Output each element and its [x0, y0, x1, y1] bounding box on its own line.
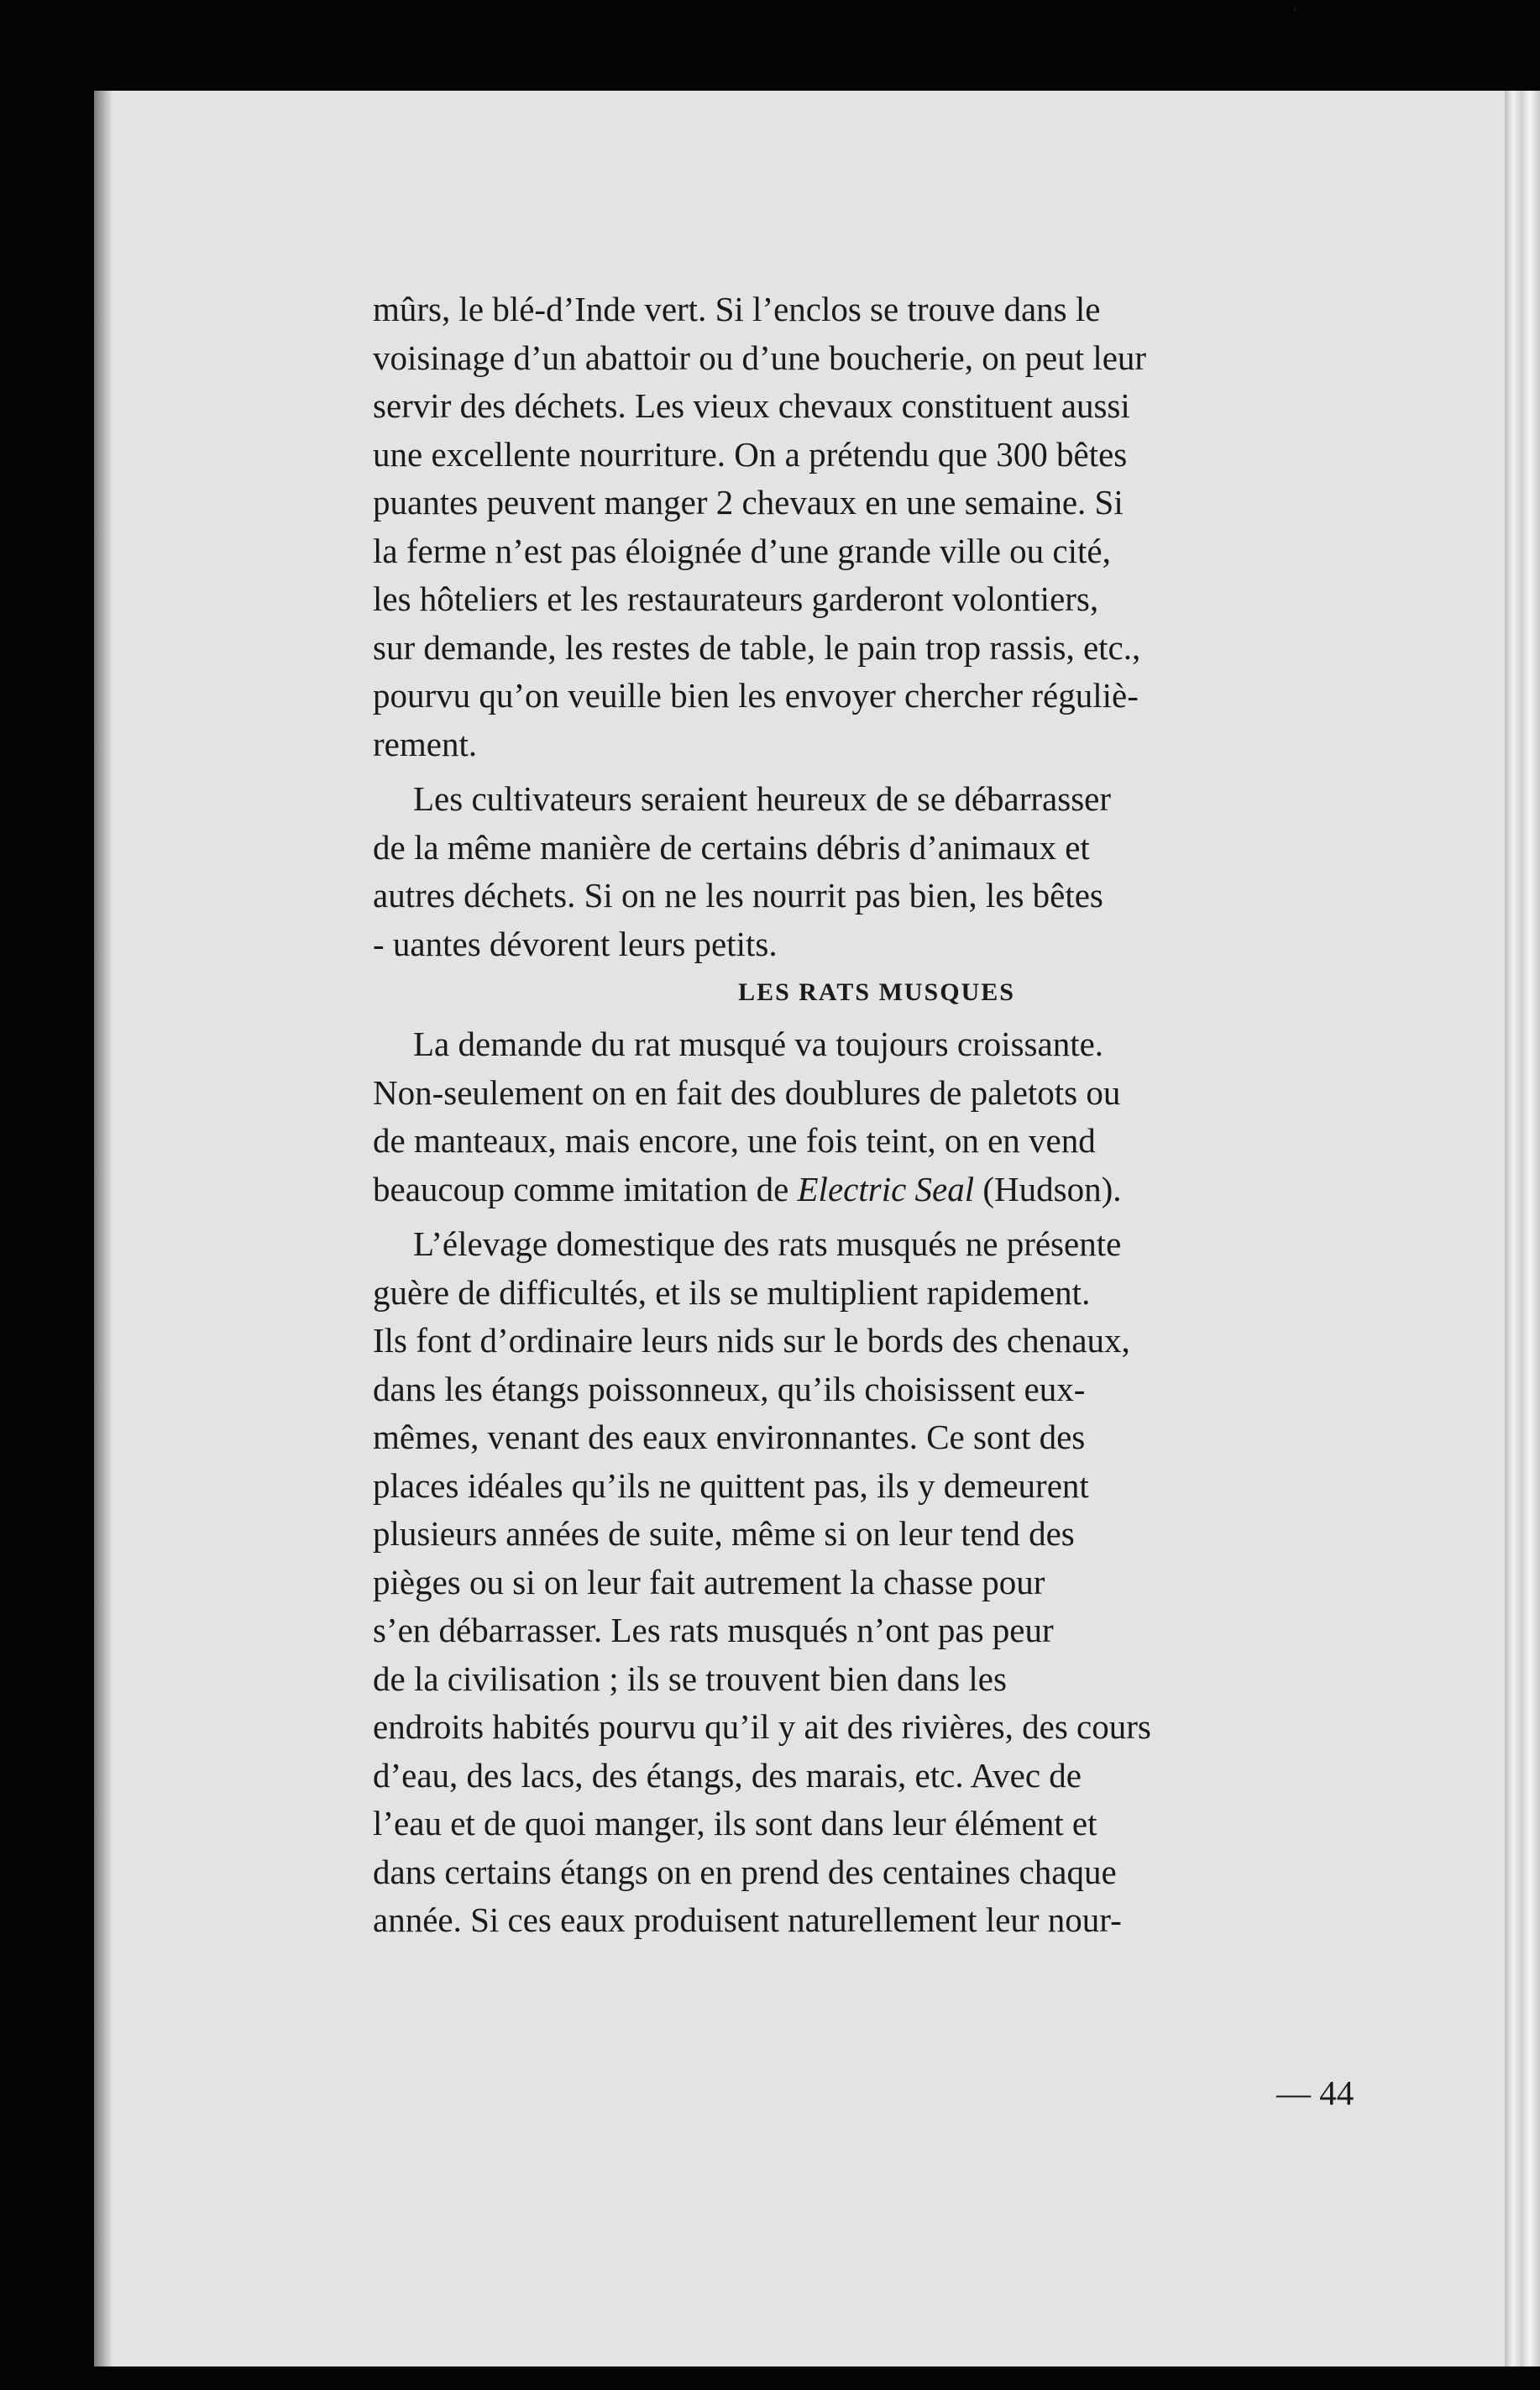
spine-shadow: [94, 91, 113, 2366]
text-line: les hôteliers et les restaurateurs garderont volontiers,: [373, 579, 1099, 618]
text-line: places idéales qu’ils ne quittent pas, ils y demeurent: [373, 1465, 1089, 1505]
text-line: de la civilisation ; ils se trouvent bien dans les: [373, 1659, 1007, 1698]
text-line: pourvu qu’on veuille bien les envoyer chercher réguliè-: [373, 676, 1139, 715]
text-line: mûrs, le blé-d’Inde vert. Si l’enclos se trouve dans le: [373, 290, 1101, 328]
paragraph: [373, 286, 1380, 768]
text-line: la ferme n’est pas éloignée d’une grande ville ou cité,: [373, 531, 1111, 570]
text-line-part: beaucoup comme imitation de: [373, 1169, 798, 1208]
dust-speck: [1293, 7, 1296, 12]
section-heading: LES RATS MUSQUES: [738, 978, 1015, 1006]
text-line: d’eau, des lacs, des étangs, des marais, etc. Avec de: [373, 1755, 1082, 1795]
text-line: année. Si ces eaux produisent naturellement leur nour-: [373, 1900, 1122, 1939]
paragraph: [373, 1020, 1380, 1213]
text-line: de manteaux, mais encore, une fois teint, on en vend: [373, 1121, 1096, 1160]
text-line: rement.: [373, 724, 478, 763]
page-number: — 44: [1276, 2073, 1354, 2112]
text-line: L’élevage domestique des rats musqués ne présente: [413, 1224, 1122, 1263]
text-line: servir des déchets. Les vieux chevaux constituent aussi: [373, 386, 1130, 425]
text-line: dans les étangs poissonneux, qu’ils choisissent eux-: [373, 1369, 1086, 1408]
text-line: l’eau et de quoi manger, ils sont dans leur élément et: [373, 1804, 1097, 1842]
text-line: de la même manière de certains débris d’animaux et: [373, 827, 1090, 867]
text-line: Les cultivateurs seraient heureux de se débarrasser: [413, 779, 1112, 818]
scan-border-top: [0, 0, 1540, 91]
text-line: puantes peuvent manger 2 chevaux en une semaine. Si: [373, 483, 1124, 522]
text-line: voisinage d’un abattoir ou d’une boucherie, on peut leur: [373, 338, 1147, 377]
italic-term: Electric Seal: [797, 1169, 975, 1208]
text-line: plusieurs années de suite, même si on leur tend des: [373, 1514, 1075, 1553]
text-line: s’en débarrasser. Les rats musqués n’ont pas peur: [373, 1611, 1054, 1649]
page-edge: [1505, 91, 1540, 2366]
text-line: pièges ou si on leur fait autrement la chasse pour: [373, 1562, 1045, 1601]
paragraph: [373, 1220, 1380, 1945]
text-line: - uantes dévorent leurs petits.: [373, 924, 778, 963]
text-line: Ils font d’ordinaire leurs nids sur le bords des chenaux,: [373, 1321, 1130, 1360]
text-line-part: (Hudson).: [974, 1169, 1122, 1208]
text-line: autres déchets. Si on ne les nourrit pas bien, les bêtes: [373, 876, 1103, 915]
text-line: une excellente nourriture. On a prétendu que 300 bêtes: [373, 434, 1128, 474]
text-line: guère de difficultés, et ils se multiplient rapidement.: [373, 1272, 1091, 1312]
text-line: mêmes, venant des eaux environnantes. Ce sont des: [373, 1418, 1086, 1456]
body-text: [373, 286, 1380, 1945]
paragraph: [373, 775, 1380, 968]
scan-border-bottom: [0, 2366, 1540, 2390]
scan-border-left: [0, 0, 94, 2390]
text-line: endroits habités pourvu qu’il y ait des rivières, des cours: [373, 1707, 1151, 1746]
text-line: La demande du rat musqué va toujours croissante.: [413, 1025, 1104, 1063]
text-line: sur demande, les restes de table, le pain trop rassis, etc.,: [373, 627, 1141, 667]
text-line: Non-seulement on en fait des doublures de paletots ou: [373, 1072, 1121, 1112]
text-line: dans certains étangs on en prend des centaines chaque: [373, 1852, 1117, 1891]
